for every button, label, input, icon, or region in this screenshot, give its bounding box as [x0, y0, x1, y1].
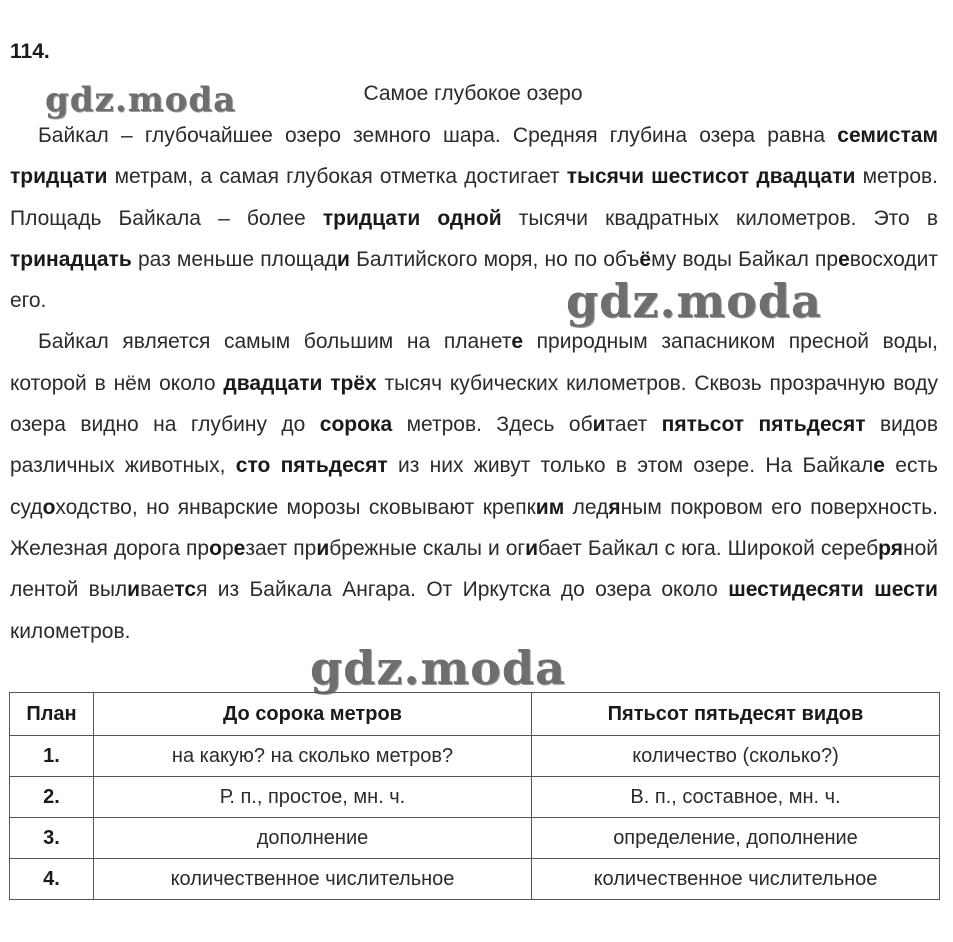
text-run: есть суд [10, 454, 939, 519]
table-cell: определение, дополнение [532, 818, 940, 859]
watermark-logo: gdz.moda [310, 641, 566, 695]
header-column-1: До сорока метров [94, 693, 532, 736]
text-run: тысячи квадратных километров. Это в [501, 206, 938, 230]
text-title: Самое глубокое озеро [363, 82, 583, 105]
text-run: я из Байкала Ангара. От Иркутска до озера около [196, 578, 729, 602]
text-run: р [221, 536, 234, 560]
bold-text: тысячи шестисот двадцати [566, 165, 856, 189]
bold-text: е [511, 330, 524, 354]
header-column-2: Пятьсот пятьдесят видов [532, 693, 940, 736]
table-cell: Р. п., простое, мн. ч. [94, 777, 532, 818]
bold-text: я [890, 536, 903, 560]
bold-text: и [525, 536, 539, 560]
bold-text: шестидесяти шести [728, 578, 938, 602]
row-number: 3. [10, 818, 94, 859]
text-run: метров. Площадь Байкала – более [10, 165, 938, 230]
bold-text: е [838, 247, 850, 271]
table-row [10, 736, 940, 777]
bold-text: двадцати трёх [223, 371, 377, 395]
bold-text: е [873, 454, 885, 478]
text-run: метров. Здесь об [392, 413, 593, 437]
analysis-table [9, 692, 940, 900]
row-number: 4. [10, 859, 94, 900]
bold-text: и [316, 536, 330, 560]
table-cell: дополнение [94, 818, 532, 859]
bold-text: им [535, 495, 565, 519]
text-run: Байкал является самым большим на планет [38, 330, 512, 354]
text-run: зает пр [245, 536, 317, 560]
text-run: видов различных животных, [10, 413, 938, 478]
bold-text: сорока [319, 413, 393, 437]
bold-text: я [608, 495, 621, 519]
watermark-logo: gdz.moda [45, 80, 237, 120]
bold-text: с [184, 578, 197, 602]
bold-text: т [174, 578, 185, 602]
text-run: лед [564, 495, 609, 519]
text-run: метрам, а самая глубокая отметка достигает [107, 165, 567, 189]
text-body [10, 115, 938, 652]
text-run: Байкал – глубочайшее озеро земного шара. Средняя глубина озера равна [38, 124, 838, 147]
watermark-logo: gdz.moda [566, 274, 822, 328]
table-row [10, 777, 940, 818]
bold-text: р [878, 536, 891, 560]
table-cell: количество (сколько?) [532, 736, 940, 777]
row-number: 1. [10, 736, 94, 777]
row-number: 2. [10, 777, 94, 818]
bold-text: семистам тридцати [10, 124, 938, 189]
bold-text: ё [639, 247, 652, 271]
bold-text: о [209, 536, 222, 560]
text-run: километров. [10, 619, 131, 643]
exercise-number: 114. [10, 40, 50, 63]
text-run: тысяч кубических километров. Сквозь прозрачную воду озера видно на глубину до [10, 371, 938, 437]
table-cell: количественное числительное [532, 859, 940, 900]
table-cell: на какую? на сколько метров? [94, 736, 532, 777]
table-row [10, 818, 940, 859]
text-run: вае [140, 578, 175, 602]
text-run: тает [605, 413, 662, 437]
bold-text: тринадцать [10, 247, 132, 271]
text-run: природным запасником пресной воды, которой в нём около [10, 330, 938, 395]
header-plan: План [10, 693, 94, 736]
text-run: восходит его. [10, 247, 938, 313]
text-run: ной лентой выл [10, 536, 938, 602]
table-header-row [10, 693, 940, 736]
bold-text: сто пятьдесят [235, 454, 388, 478]
text-run: ным покровом его поверхность. Железная дорога пр [10, 495, 938, 560]
table-cell: количественное числительное [94, 859, 532, 900]
table-cell: В. п., составное, мн. ч. [532, 777, 940, 818]
bold-text: и [127, 578, 141, 602]
text-run: Балтийского моря, но по объ [349, 247, 640, 271]
text-run: ходство, но январские морозы сковывают крепк [55, 495, 536, 519]
text-run: брежные скалы и ог [329, 536, 526, 560]
bold-text: пятьсот пятьдесят [661, 413, 866, 437]
bold-text: и [592, 413, 606, 437]
table-row [10, 859, 940, 900]
text-run: из них живут только в этом озере. На Байкал [387, 454, 874, 478]
bold-text: е [233, 536, 246, 560]
bold-text: и [337, 247, 350, 271]
bold-text: тридцати одной [322, 206, 502, 230]
text-run: бает Байкал с юга. Широкой сереб [538, 536, 879, 560]
text-run: раз меньше площад [131, 247, 338, 271]
bold-text: о [42, 495, 56, 519]
text-run: му воды Байкал пр [651, 247, 839, 271]
paragraph-2 [10, 321, 938, 651]
